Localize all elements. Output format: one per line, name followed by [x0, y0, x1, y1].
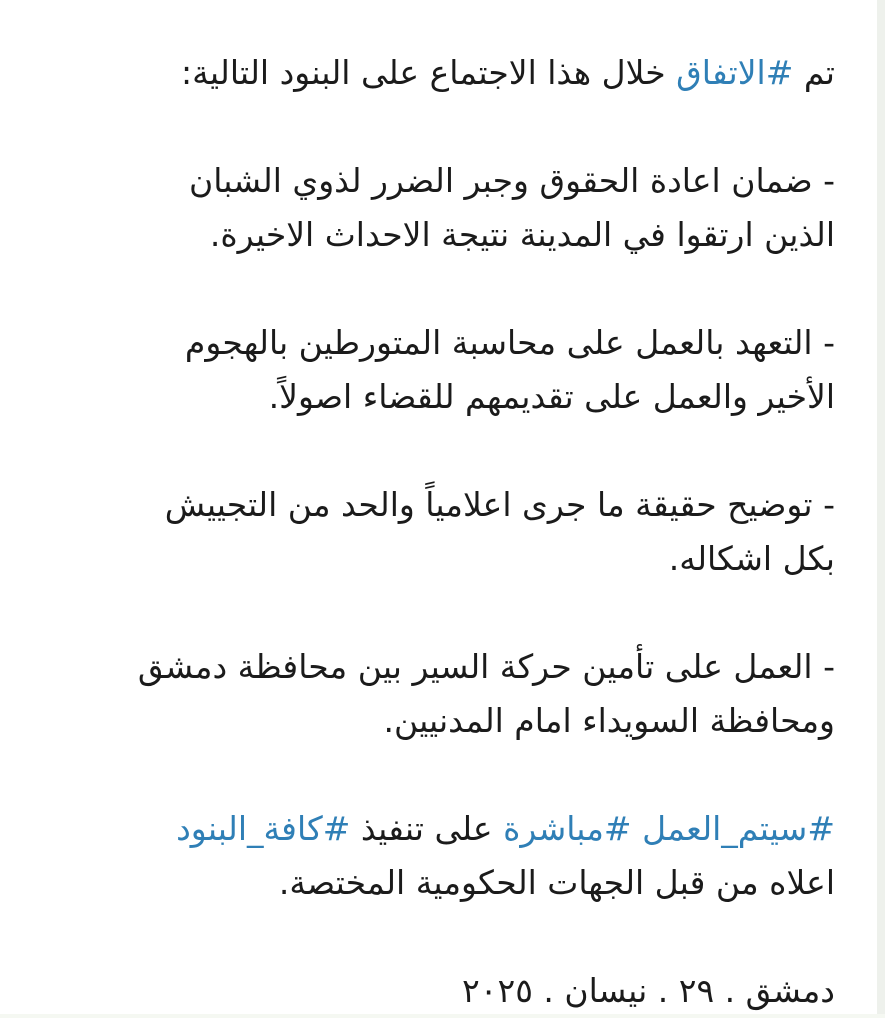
closing-middle-text: على تنفيذ [350, 809, 504, 848]
item-3-line-2: بكل اشكاله. [668, 539, 835, 578]
intro-text-start: تم [793, 53, 835, 92]
hashtag-work-will-begin[interactable]: #سيتم_العمل [642, 809, 835, 848]
hashtag-agreement[interactable]: #الاتفاق [676, 53, 794, 92]
paragraph-gap [22, 586, 835, 640]
closing-line-2: اعلاه من قبل الجهات الحكومية المختصة. [278, 863, 835, 902]
item-4-line-1: - العمل على تأمين حركة السير بين محافظة دمشق [137, 647, 835, 686]
signature-date: دمشق . ٢٩ . نيسان . ٢٠٢٥ [462, 971, 835, 1010]
item-3-line-1: - توضيح حقيقة ما جرى اعلامياً والحد من التجييش [164, 485, 835, 524]
item-1-line-1: - ضمان اعادة الحقوق وجبر الضرر لذوي الشبان [188, 161, 835, 200]
paragraph-gap [22, 100, 835, 154]
closing-line-1 [22, 802, 835, 856]
item-2-line-1: - التعهد بالعمل على محاسبة المتورطين بالهجوم [184, 323, 835, 362]
intro-text-end: خلال هذا الاجتماع على البنود التالية: [181, 53, 677, 92]
message-text [22, 46, 835, 1018]
hashtag-all-items[interactable]: #كافة_البنود [176, 809, 351, 848]
item-1-line-2: الذين ارتقوا في المدينة نتيجة الاحداث الاخيرة. [209, 215, 835, 254]
paragraph-gap [22, 424, 835, 478]
hashtag-directly[interactable]: #مباشرة [503, 809, 632, 848]
scrollbar[interactable] [877, 0, 885, 1014]
item-4-line-2: ومحافظة السويداء امام المدنيين. [383, 701, 835, 740]
item-2-line-2: الأخير والعمل على تقديمهم للقضاء اصولاً. [268, 377, 835, 416]
paragraph-gap [22, 910, 835, 964]
intro-line [22, 46, 835, 100]
paragraph-gap [22, 748, 835, 802]
paragraph-gap [22, 262, 835, 316]
